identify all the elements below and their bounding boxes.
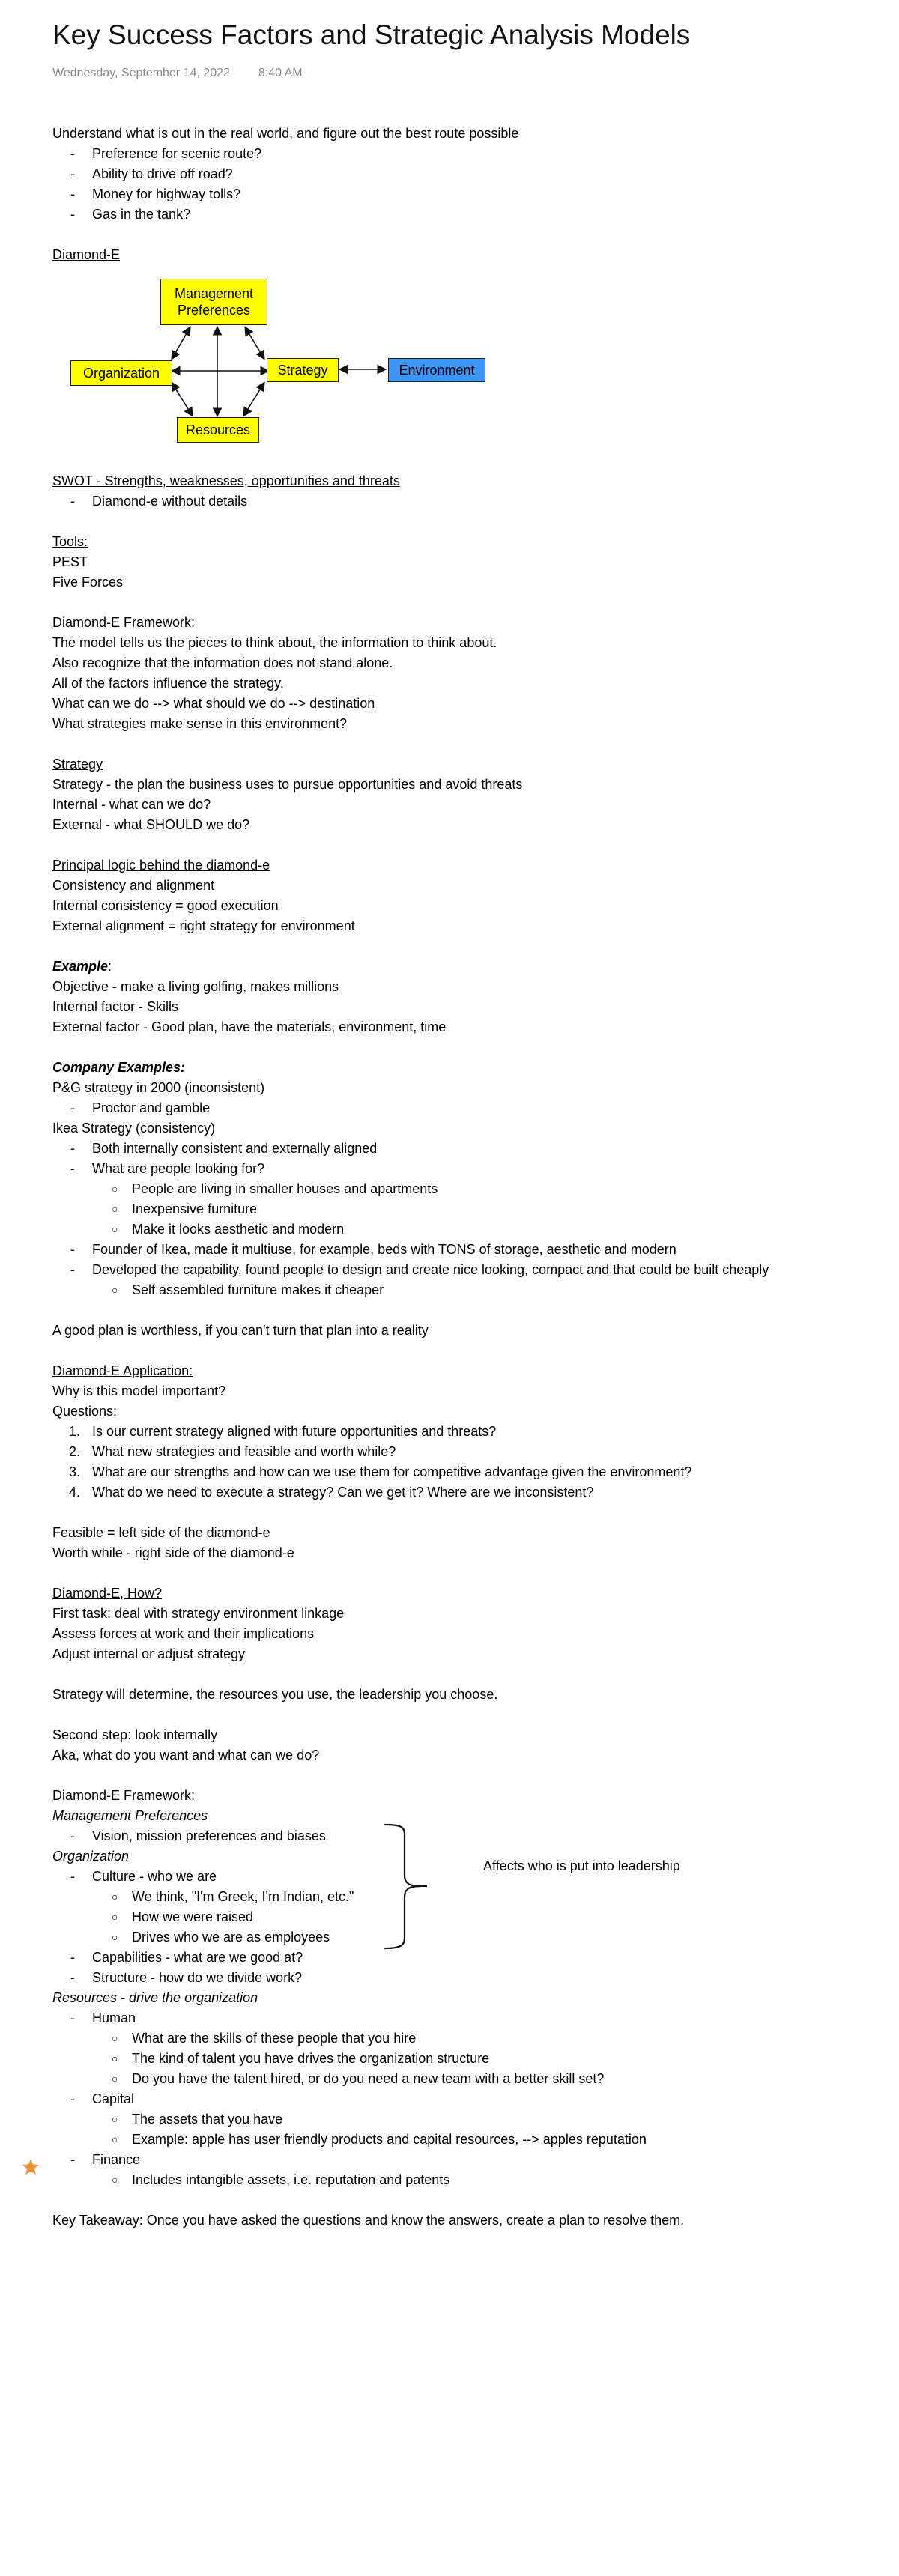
strategy-line: Strategy - the plan the business uses to pursue opportunities and avoid threats xyxy=(52,777,523,792)
determine-line: Strategy will determine, the resources you use, the leadership you choose. xyxy=(52,1687,498,1702)
framework2-bullet: - Human xyxy=(52,2008,884,2028)
framework-line: Also recognize that the information does not stand alone. xyxy=(52,655,393,670)
principal-line: External alignment = right strategy for environment xyxy=(52,918,355,933)
example-line: Internal factor - Skills xyxy=(52,999,179,1014)
company-sub-bullet: ○ Make it looks aesthetic and modern xyxy=(52,1219,884,1240)
example-line: External factor - Good plan, have the materials, environment, time xyxy=(52,1019,447,1034)
question-item: 2. What new strategies and feasible and worth while? xyxy=(69,1444,396,1459)
framework2-subheading: Organization xyxy=(52,1849,130,1864)
diamond-e-diagram xyxy=(52,279,577,461)
page-title: Key Success Factors and Strategic Analysis Models xyxy=(52,19,691,50)
intro-bullet: - Money for highway tolls? xyxy=(52,184,884,204)
framework-line: All of the factors influence the strategy. xyxy=(52,676,284,691)
framework2-bullet: - Structure - how do we divide work? xyxy=(52,1968,884,1988)
organization-box: Organization xyxy=(70,360,172,386)
framework2-sub-bullet: ○ We think, "I'm Greek, I'm Indian, etc." xyxy=(52,1887,884,1907)
question-item: 4. What do we need to execute a strategy? Can we get it? Where are we inconsistent? xyxy=(69,1485,594,1500)
company-bullet: - Founder of Ikea, made it multiuse, for example, beds with TONS of storage, aesthetic and modern xyxy=(52,1240,884,1260)
star-icon xyxy=(21,2157,40,2177)
framework2-sub-bullet: ○ How we were raised xyxy=(52,1907,884,1927)
company-heading: Company Examples: xyxy=(52,1060,186,1075)
second-step-line: Aka, what do you want and what can we do? xyxy=(52,1748,320,1763)
question-item: 1. Is our current strategy aligned with future opportunities and threats? xyxy=(69,1424,497,1439)
framework2-bullet: - Capital xyxy=(52,2089,884,2109)
company-sub-bullet: ○ Inexpensive furniture xyxy=(52,1199,884,1219)
company-line: Ikea Strategy (consistency) xyxy=(52,1121,216,1136)
management-preferences-box: Management Preferences xyxy=(160,279,267,325)
framework2-sub-bullet: ○ The assets that you have xyxy=(52,2109,884,2130)
framework2-subheading: Management Preferences xyxy=(52,1808,208,1823)
brace-icon xyxy=(382,1823,427,1951)
page-date: Wednesday, September 14, 2022 xyxy=(52,67,230,79)
page-time: 8:40 AM xyxy=(258,67,303,79)
resources-box: Resources xyxy=(177,417,259,443)
diamond-heading: Diamond-E xyxy=(52,247,121,262)
intro-bullet: - Gas in the tank? xyxy=(52,204,884,225)
application-line: Why is this model important? xyxy=(52,1384,226,1398)
feasible-line: Feasible = left side of the diamond-e xyxy=(52,1525,270,1540)
how-heading: Diamond-E, How? xyxy=(52,1586,163,1601)
intro-bullet: - Preference for scenic route? xyxy=(52,144,884,164)
strategy-heading: Strategy xyxy=(52,757,103,772)
how-line: Assess forces at work and their implications xyxy=(52,1626,315,1641)
tools-heading: Tools: xyxy=(52,534,88,549)
framework2-bullet: - Culture - who we are xyxy=(52,1867,884,1887)
example-line: Objective - make a living golfing, makes millions xyxy=(52,979,339,994)
framework2-bullet: - Vision, mission preferences and biases xyxy=(52,1826,884,1846)
framework-line: What strategies make sense in this environment? xyxy=(52,716,348,731)
environment-box: Environment xyxy=(388,358,485,382)
brace-note: Affects who is put into leadership xyxy=(483,1858,680,1873)
key-takeaway: Key Takeaway: Once you have asked the questions and know the answers, create a plan to resolve them. xyxy=(52,2213,685,2228)
framework2-heading: Diamond-E Framework: xyxy=(52,1788,196,1803)
tools-line: PEST xyxy=(52,554,88,569)
framework2-bullet: - Finance xyxy=(52,2150,884,2170)
framework2-bullet: - Capabilities - what are we good at? xyxy=(52,1948,884,1968)
company-sub-bullet: ○ Self assembled furniture makes it cheaper xyxy=(52,1280,884,1300)
framework2-sub-bullet: ○ Do you have the talent hired, or do you need a new team with a better skill set? xyxy=(52,2069,884,2089)
good-plan-line: A good plan is worthless, if you can't turn that plan into a reality xyxy=(52,1323,429,1338)
company-sub-bullet: ○ People are living in smaller houses and apartments xyxy=(52,1179,884,1199)
strategy-line: Internal - what can we do? xyxy=(52,797,211,812)
company-line: P&G strategy in 2000 (inconsistent) xyxy=(52,1080,265,1095)
principal-heading: Principal logic behind the diamond-e xyxy=(52,858,270,873)
second-step-line: Second step: look internally xyxy=(52,1727,218,1742)
company-bullet: - Both internally consistent and externally aligned xyxy=(52,1139,884,1159)
intro-line: Understand what is out in the real world, and figure out the best route possible xyxy=(52,126,519,141)
application-heading: Diamond-E Application: xyxy=(52,1363,193,1378)
company-bullet: - What are people looking for? xyxy=(52,1159,884,1179)
framework2-sub-bullet: ○ Example: apple has user friendly products and capital resources, --> apples reputation xyxy=(52,2130,884,2150)
example-heading: Example: xyxy=(52,959,112,974)
framework-line: What can we do --> what should we do --> destination xyxy=(52,696,375,711)
application-line: Questions: xyxy=(52,1404,118,1419)
company-bullet: - Developed the capability, found people to design and create nice looking, compact and that could be built cheaply xyxy=(52,1260,884,1280)
framework-line: The model tells us the pieces to think about, the information to think about. xyxy=(52,635,497,650)
framework2-sub-bullet: ○ What are the skills of these people that you hire xyxy=(52,2028,884,2049)
note-body xyxy=(52,124,884,2231)
framework2-sub-bullet: ○ The kind of talent you have drives the organization structure xyxy=(52,2049,884,2069)
tools-line: Five Forces xyxy=(52,575,124,590)
strategy-line: External - what SHOULD we do? xyxy=(52,817,250,832)
swot-bullet: - Diamond-e without details xyxy=(52,491,884,512)
feasible-line: Worth while - right side of the diamond-e xyxy=(52,1545,294,1560)
page-timestamp xyxy=(52,63,303,83)
framework-heading: Diamond-E Framework: xyxy=(52,615,196,630)
intro-bullet: - Ability to drive off road? xyxy=(52,164,884,184)
framework2-sub-bullet: ○ Drives who we are as employees xyxy=(52,1927,884,1948)
principal-line: Internal consistency = good execution xyxy=(52,898,279,913)
framework2-subheading: Resources - drive the organization xyxy=(52,1990,258,2005)
how-line: First task: deal with strategy environment linkage xyxy=(52,1606,345,1621)
company-bullet: - Proctor and gamble xyxy=(52,1098,884,1118)
principal-line: Consistency and alignment xyxy=(52,878,215,893)
how-line: Adjust internal or adjust strategy xyxy=(52,1646,246,1661)
framework2-sub-bullet: ○ Includes intangible assets, i.e. reputation and patents xyxy=(52,2170,884,2190)
strategy-box: Strategy xyxy=(267,358,339,382)
question-item: 3. What are our strengths and how can we use them for competitive advantage given the environment? xyxy=(69,1464,692,1479)
swot-heading: SWOT - Strengths, weaknesses, opportunities and threats xyxy=(52,473,400,488)
